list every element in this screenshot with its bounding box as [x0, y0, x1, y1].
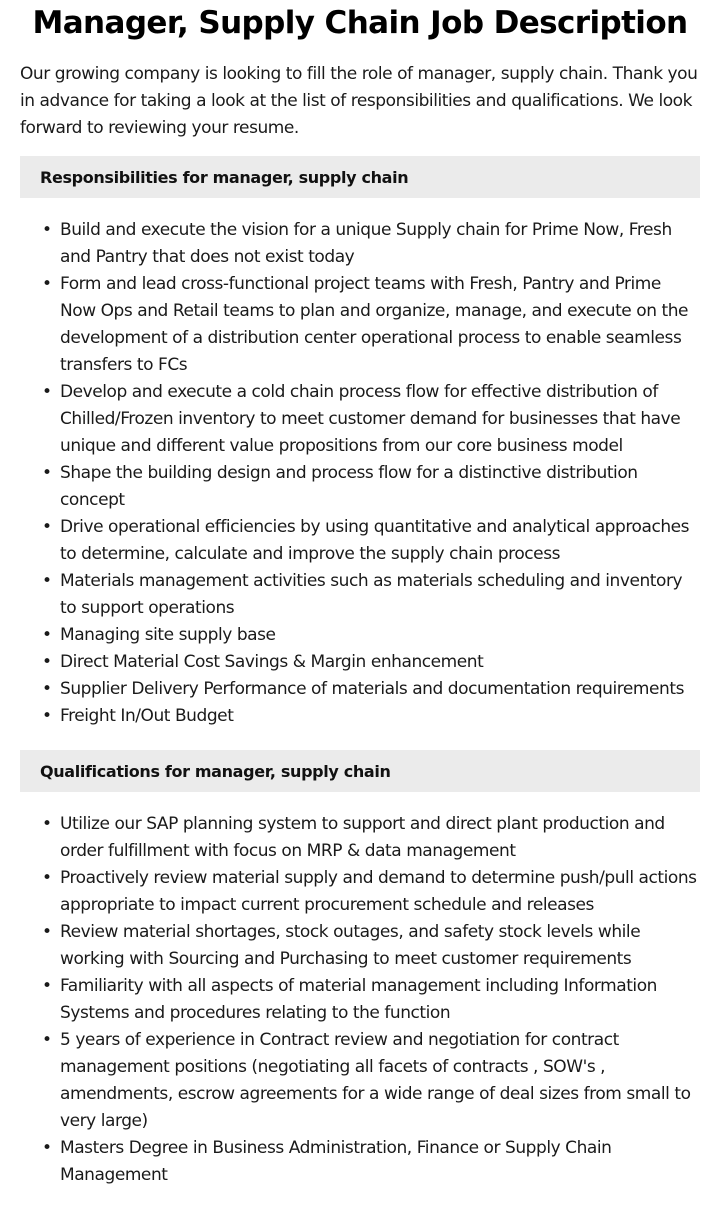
bullet-icon: • [42, 1030, 52, 1050]
list-item-text: Direct Material Cost Savings & Margin enhancement [60, 652, 484, 672]
bullet-icon: • [42, 706, 52, 726]
list-item [42, 217, 700, 271]
bullet-icon: • [42, 517, 52, 537]
list-item-text: Proactively review material supply and demand to determine push/pull actions appropriate to impact current procurement schedule and releases [60, 868, 697, 915]
list-item [42, 973, 700, 1027]
intro-paragraph: Our growing company is looking to fill the role of manager, supply chain. Thank you in advance for taking a look at the list of responsibilities and qualifications. We look forward to reviewing your resume. [20, 64, 698, 138]
list-item [42, 460, 700, 514]
list-item-text: 5 years of experience in Contract review and negotiation for contract management positions (negotiating all facets of contracts , SOW's , amendments, escrow agreements for a wide range of deal sizes from small to very large) [60, 1030, 691, 1131]
bullet-icon: • [42, 625, 52, 645]
list-item [42, 676, 700, 703]
bullet-icon: • [42, 274, 52, 294]
bullet-icon: • [42, 922, 52, 942]
bullet-icon: • [42, 1138, 52, 1158]
list-item-text: Masters Degree in Business Administration, Finance or Supply Chain Management [60, 1138, 612, 1185]
list-item [42, 919, 700, 973]
list-item [42, 271, 700, 379]
bullet-icon: • [42, 220, 52, 240]
list-item [42, 811, 700, 865]
bullet-icon: • [42, 463, 52, 483]
list-item-text: Develop and execute a cold chain process flow for effective distribution of Chilled/Frozen inventory to meet customer demand for businesses that have unique and different value propositions from our core business model [60, 382, 681, 456]
responsibilities-heading: Responsibilities for manager, supply chain [20, 156, 700, 198]
list-item-text: Managing site supply base [60, 625, 276, 645]
list-item-text: Build and execute the vision for a unique Supply chain for Prime Now, Fresh and Pantry that does not exist today [60, 220, 672, 267]
bullet-icon: • [42, 814, 52, 834]
list-item-text: Shape the building design and process flow for a distinctive distribution concept [60, 463, 638, 510]
list-item-text: Supplier Delivery Performance of materials and documentation requirements [60, 679, 684, 699]
bullet-icon: • [42, 679, 52, 699]
bullet-icon: • [42, 571, 52, 591]
list-item [42, 649, 700, 676]
bullet-icon: • [42, 382, 52, 402]
list-item-text: Review material shortages, stock outages, and safety stock levels while working with Sourcing and Purchasing to meet customer requirements [60, 922, 641, 969]
list-item-text: Utilize our SAP planning system to support and direct plant production and order fulfillment with focus on MRP & data management [60, 814, 665, 861]
list-item-text: Materials management activities such as materials scheduling and inventory to support operations [60, 571, 683, 618]
list-item [42, 1027, 700, 1135]
responsibilities-list [20, 217, 700, 730]
list-item [42, 568, 700, 622]
bullet-icon: • [42, 868, 52, 888]
list-item [42, 379, 700, 460]
list-item [42, 1135, 700, 1189]
page-title: Manager, Supply Chain Job Description [32, 5, 688, 41]
list-item-text: Drive operational efficiencies by using quantitative and analytical approaches to determine, calculate and improve the supply chain process [60, 517, 690, 564]
list-item-text: Form and lead cross-functional project teams with Fresh, Pantry and Prime Now Ops and Retail teams to plan and organize, manage, and execute on the development of a distribution center operational process to enable seamless transfers to FCs [60, 274, 689, 375]
qualifications-heading: Qualifications for manager, supply chain [20, 750, 700, 792]
qualifications-list [20, 811, 700, 1189]
list-item-text: Freight In/Out Budget [60, 706, 234, 726]
list-item [42, 622, 700, 649]
bullet-icon: • [42, 652, 52, 672]
list-item-text: Familiarity with all aspects of material management including Information Systems and procedures relating to the function [60, 976, 657, 1023]
bullet-icon: • [42, 976, 52, 996]
list-item [42, 514, 700, 568]
list-item [42, 865, 700, 919]
list-item [42, 703, 700, 730]
